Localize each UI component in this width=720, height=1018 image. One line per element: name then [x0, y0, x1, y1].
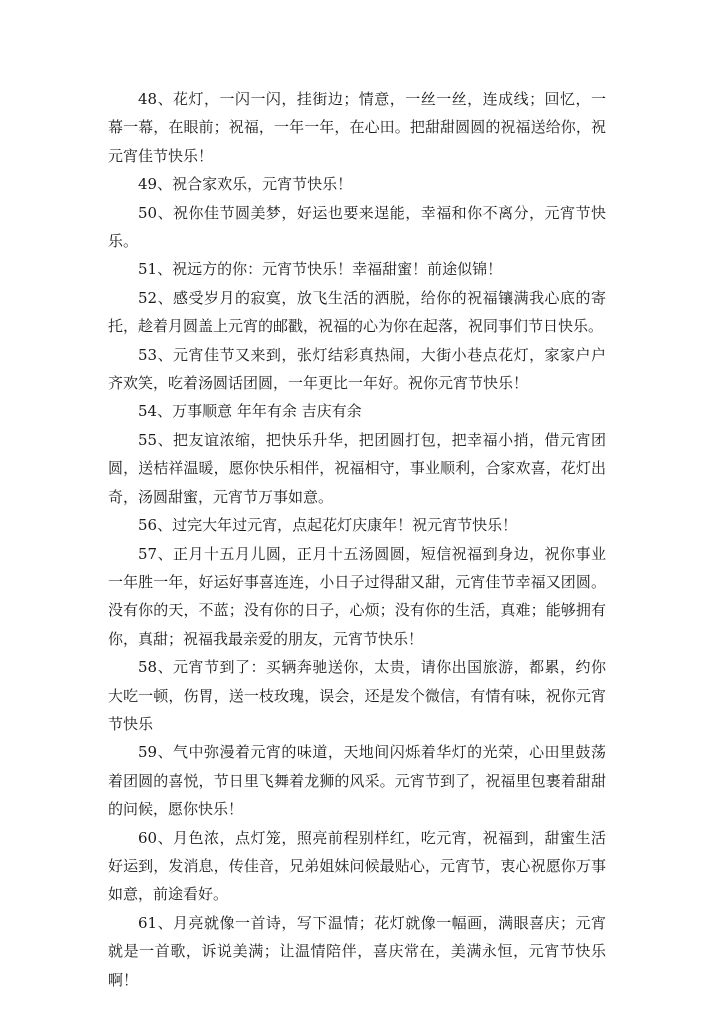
paragraph-48: 48、花灯，一闪一闪，挂街边；情意，一丝一丝，连成线；回忆，一幕一幕，在眼前；祝福，一年一年，在心田。把甜甜圆圆的祝福送给你，祝元宵佳节快乐！ — [108, 90, 606, 165]
paragraph-57: 57、正月十五月儿圆，正月十五汤圆圆，短信祝福到身边，祝你事业一年胜一年，好运好事喜连连，小日子过得甜又甜，元宵佳节幸福又团圆。没有你的天，不蓝；没有你的日子，心烦；没有你的生活，真难；能够拥有你，真甜；祝福我最亲爱的朋友，元宵节快乐！ — [108, 544, 606, 648]
paragraph-52: 52、感受岁月的寂寞，放飞生活的洒脱，给你的祝福镶满我心底的寄托，趁着月圆盖上元宵的邮戳，祝福的心为你在起落，祝同事们节日快乐。 — [108, 288, 606, 336]
paragraph-61: 61、月亮就像一首诗，写下温情；花灯就像一幅画，满眼喜庆；元宵就是一首歌，诉说美满；让温情陪伴，喜庆常在，美满永恒，元宵节快乐啊！ — [108, 913, 606, 989]
paragraph-59: 59、气中弥漫着元宵的味道，天地间闪烁着华灯的光荣，心田里鼓荡着团圆的喜悦，节日里飞舞着龙狮的风采。元宵节到了，祝福里包裹着甜甜的问候，愿你快乐！ — [108, 743, 606, 819]
paragraph-54: 54、万事顺意 年年有余 吉庆有余 — [138, 402, 362, 421]
paragraph-56: 56、过完大年过元宵，点起花灯庆康年！祝元宵节快乐！ — [138, 516, 518, 535]
paragraph-51: 51、祝远方的你：元宵节快乐！幸福甜蜜！前途似锦！ — [138, 260, 503, 279]
paragraph-60: 60、月色浓，点灯笼，照亮前程别样红，吃元宵，祝福到，甜蜜生活好运到，发消息，传佳音，兄弟姐妹问候最贴心，元宵节，衷心祝愿你万事如意，前途看好。 — [108, 828, 606, 904]
paragraph-55: 55、把友谊浓缩，把快乐升华，把团圆打包，把幸福小捎，借元宵团圆，送桔祥温暖，愿你快乐相伴，祝福相守，事业顺利，合家欢喜，花灯出奇，汤圆甜蜜，元宵节万事如意。 — [108, 430, 606, 506]
paragraph-53: 53、元宵佳节又来到，张灯结彩真热闹，大街小巷点花灯，家家户户齐欢笑，吃着汤圆话团圆，一年更比一年好。祝你元宵节快乐！ — [108, 345, 606, 393]
paragraph-49: 49、祝合家欢乐，元宵节快乐！ — [138, 175, 353, 194]
document-body — [108, 85, 606, 994]
paragraph-58: 58、元宵节到了：买辆奔驰送你，太贵，请你出国旅游，都累，约你大吃一顿，伤胃，送一枝玫瑰，误会，还是发个微信，有情有味，祝你元宵节快乐 — [108, 658, 606, 733]
paragraph-50: 50、祝你佳节圆美梦，好运也要来逞能，幸福和你不离分，元宵节快乐。 — [108, 203, 606, 251]
